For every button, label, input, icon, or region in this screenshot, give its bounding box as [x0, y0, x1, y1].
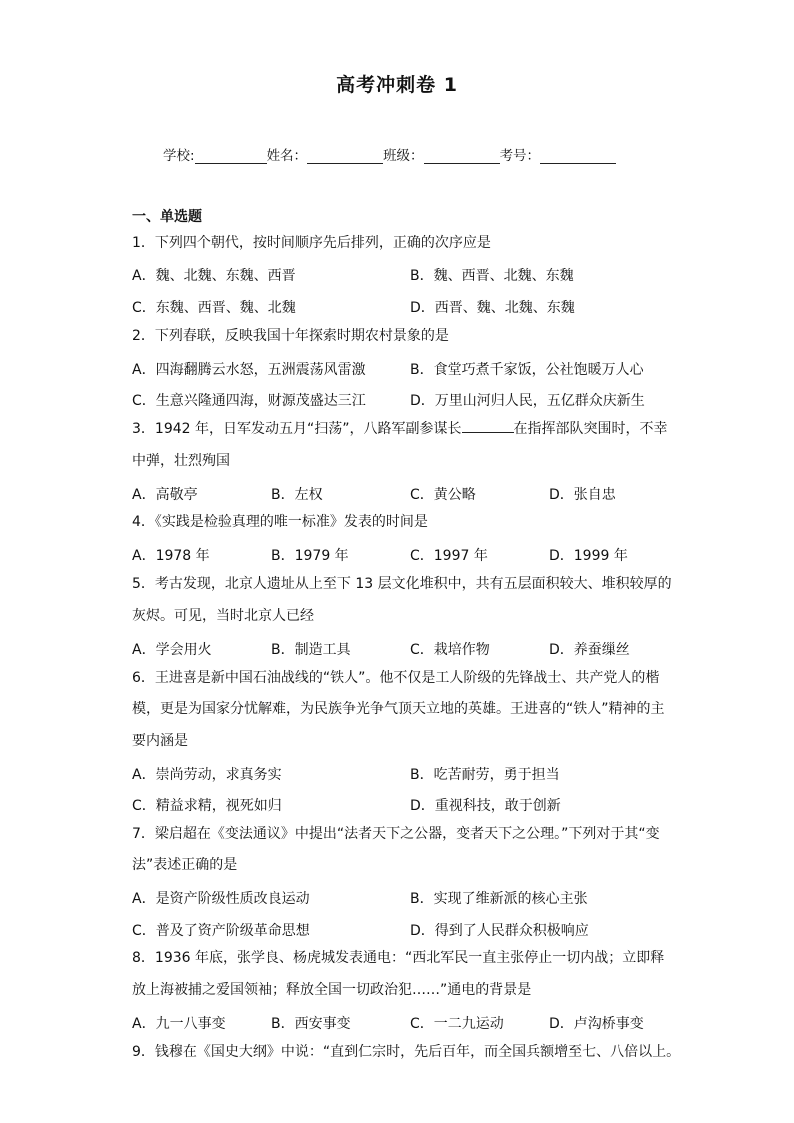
page-title: 高考冲刺卷 1: [336, 74, 458, 96]
question-8-option-a[interactable]: A．九一八事变: [132, 1016, 226, 1032]
name-label: 姓名：: [266, 148, 308, 164]
question-1-stem: 1．下列四个朝代，按时间顺序先后排列，正确的次序应是: [132, 235, 491, 251]
question-3-stem-a: 3．1942 年，日军发动五月“扫荡”，八路军副参谋长: [132, 421, 462, 437]
question-6-stem-line-1: 6．王进喜是新中国石油战线的“铁人”。他不仅是工人阶级的先锋战士、共产党人的楷: [132, 670, 660, 686]
question-7-option-a[interactable]: A．是资产阶级性质改良运动: [132, 891, 310, 907]
question-7-option-b[interactable]: B．实现了维新派的核心主张: [410, 891, 588, 907]
question-3-stem-b: 在指挥部队突围时，不幸: [513, 421, 668, 437]
name-blank[interactable]: [307, 149, 383, 164]
question-7-stem-line-2: 法”表述正确的是: [132, 857, 238, 873]
question-2-stem: 2．下列春联，反映我国十年探索时期农村景象的是: [132, 328, 449, 344]
question-7-option-d[interactable]: D．得到了人民群众积极响应: [410, 923, 589, 939]
question-3-stem-line-1: [132, 414, 672, 445]
question-6-option-c[interactable]: C．精益求精，视死如归: [132, 798, 282, 814]
question-1-option-d[interactable]: D．西晋、魏、北魏、东魏: [410, 300, 575, 316]
question-8-option-d[interactable]: D．卢沟桥事变: [549, 1016, 644, 1032]
question-7-stem-line-1: 7．梁启超在《变法通议》中提出“法者天下之公器，变者天下之公理。”下列对于其“变: [132, 826, 660, 842]
question-6-option-b[interactable]: B．吃苦耐劳，勇于担当: [410, 767, 560, 783]
question-7-option-c[interactable]: C．普及了资产阶级革命思想: [132, 923, 310, 939]
class-blank[interactable]: [424, 149, 500, 164]
question-2-option-a[interactable]: A．四海翻腾云水怒，五洲震荡风雷激: [132, 362, 366, 378]
question-5-option-d[interactable]: D．养蚕缫丝: [549, 642, 630, 658]
question-4-option-b[interactable]: B．1979 年: [271, 548, 349, 564]
question-6-stem-line-3: 要内涵是: [132, 733, 188, 749]
question-3-option-c[interactable]: C．黄公略: [410, 487, 476, 503]
question-5-option-a[interactable]: A．学会用火: [132, 642, 212, 658]
question-4-option-c[interactable]: C．1997 年: [410, 548, 488, 564]
question-8-option-b[interactable]: B．西安事变: [271, 1016, 351, 1032]
question-5-option-c[interactable]: C．栽培作物: [410, 642, 490, 658]
question-2-option-b[interactable]: B．食堂巧煮千家饭，公社饱暖万人心: [410, 362, 644, 378]
question-4-option-a[interactable]: A．1978 年: [132, 548, 210, 564]
exam-no-label: 考号：: [499, 148, 541, 164]
question-6-option-a[interactable]: A．崇尚劳动，求真务实: [132, 767, 282, 783]
student-info-line: [163, 144, 616, 164]
question-3-option-b[interactable]: B．左权: [271, 487, 323, 503]
question-3-fill-blank[interactable]: [462, 418, 514, 433]
school-label: 学校:: [163, 148, 195, 164]
school-blank[interactable]: [195, 149, 267, 164]
question-2-option-d[interactable]: D．万里山河归人民，五亿群众庆新生: [410, 393, 645, 409]
question-1-option-c[interactable]: C．东魏、西晋、魏、北魏: [132, 300, 296, 316]
question-4-option-d[interactable]: D．1999 年: [549, 548, 628, 564]
question-6-option-d[interactable]: D．重视科技，敢于创新: [410, 798, 561, 814]
question-4-stem: 4．《实践是检验真理的唯一标准》发表的时间是: [132, 514, 428, 530]
question-1-option-b[interactable]: B．魏、西晋、北魏、东魏: [410, 268, 574, 284]
class-label: 班级：: [383, 148, 424, 164]
question-8-stem-line-1: 8．1936 年底，张学良、杨虎城发表通电：“西北军民一直主张停止一切内战；立即释: [132, 950, 665, 966]
question-3-option-d[interactable]: D．张自忠: [549, 487, 616, 503]
question-3-option-a[interactable]: A．高敬亭: [132, 487, 198, 503]
question-5-stem-line-1: 5．考古发现，北京人遗址从上至下 13 层文化堆积中，共有五层面积较大、堆积较厚的: [132, 576, 672, 592]
exam-no-blank[interactable]: [540, 149, 616, 164]
question-8-option-c[interactable]: C．一二九运动: [410, 1016, 504, 1032]
question-3-stem-line-2: 中弹，壮烈殉国: [132, 453, 230, 469]
section-heading: 一、单选题: [132, 209, 202, 225]
question-1-option-a[interactable]: A．魏、北魏、东魏、西晋: [132, 268, 296, 284]
question-6-stem-line-2: 模，更是为国家分忧解难，为民族争光争气顶天立地的英雄。王进喜的“铁人”精神的主: [132, 701, 665, 717]
question-5-stem-line-2: 灰烬。可见，当时北京人已经: [132, 608, 314, 624]
question-5-option-b[interactable]: B．制造工具: [271, 642, 351, 658]
question-9-stem-line-1: 9．钱穆在《国史大纲》中说：“直到仁宗时，先后百年，而全国兵额增至七、八倍以上。: [132, 1044, 681, 1060]
question-8-stem-line-2: 放上海被捕之爱国领袖；释放全国一切政治犯……”通电的背景是: [132, 982, 532, 998]
question-2-option-c[interactable]: C．生意兴隆通四海，财源茂盛达三江: [132, 393, 366, 409]
